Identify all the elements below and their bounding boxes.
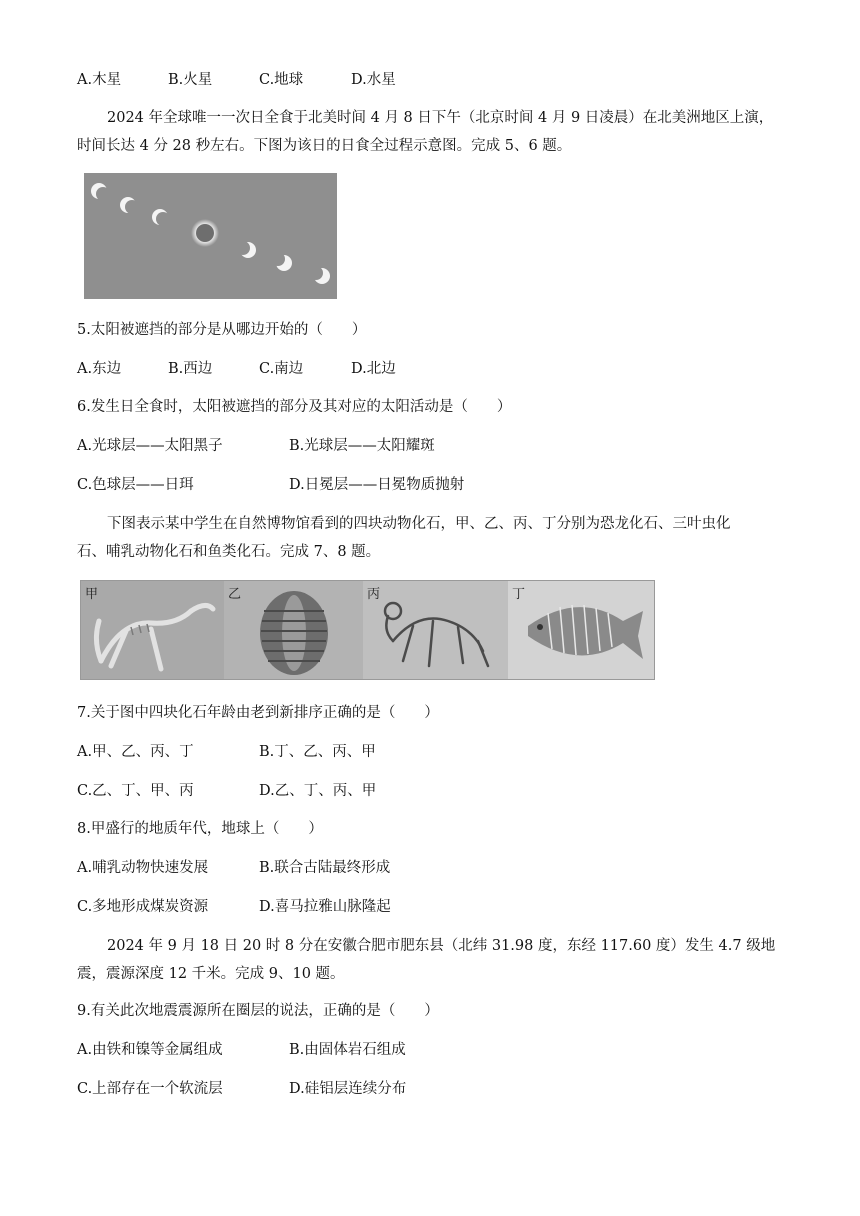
q8-option-d: D.喜马拉雅山脉隆起 (259, 899, 391, 915)
passage-1-line-1: 2024 年全球唯一一次日全食于北美时间 4 月 8 日下午（北京时间 4 月 9 日凌晨）在北美洲地区上演， (107, 110, 774, 126)
q4-option-a: A.木星 (77, 72, 122, 88)
q9-option-d: D.硅铝层连续分布 (289, 1081, 407, 1097)
passage-3-line-2: 震，震源深度 12 千米。完成 9、10 题。 (77, 966, 345, 982)
q9-option-b: B.由固体岩石组成 (289, 1042, 406, 1058)
fossil-label-ding: 丁 (512, 587, 526, 602)
q6-stem: 6.发生日全食时，太阳被遮挡的部分及其对应的太阳活动是（ ） (77, 399, 512, 415)
fossil-panel-yi (224, 581, 363, 679)
q5-option-d: D.北边 (351, 361, 396, 377)
fossil-label-jia: 甲 (85, 587, 99, 602)
q5-option-a: A.东边 (77, 361, 122, 377)
q9-stem: 9.有关此次地震震源所在圈层的说法，正确的是（ ） (77, 1003, 439, 1019)
fossil-label-yi: 乙 (228, 587, 242, 602)
eclipse-sequence-svg (84, 173, 337, 299)
q6-option-c: C.色球层——日珥 (77, 477, 194, 493)
q8-option-c: C.多地形成煤炭资源 (77, 899, 209, 915)
eclipse-phase-6 (276, 255, 292, 271)
q7-option-a: A.甲、乙、丙、丁 (77, 744, 194, 760)
passage-2-line-1: 下图表示某中学生在自然博物馆看到的四块动物化石，甲、乙、丙、丁分别为恐龙化石、三叶虫化 (107, 516, 731, 532)
q7-option-d: D.乙、丁、丙、甲 (259, 783, 377, 799)
q4-option-b: B.火星 (168, 72, 213, 88)
q8-option-a: A.哺乳动物快速发展 (77, 860, 209, 876)
eclipse-phase-3 (152, 209, 168, 225)
q6-option-d: D.日冕层——日冕物质抛射 (289, 477, 465, 493)
q9-option-c: C.上部存在一个软流层 (77, 1081, 223, 1097)
eclipse-phase-5 (240, 242, 256, 258)
eclipse-sequence-figure (84, 173, 337, 299)
mammal-fossil-icon (363, 581, 508, 679)
q4-option-d: D.水星 (351, 72, 396, 88)
q6-option-b: B.光球层——太阳耀斑 (289, 438, 435, 454)
passage-1-line-2: 时间长达 4 分 28 秒左右。下图为该日的日食全过程示意图。完成 5、6 题。 (77, 138, 572, 154)
q9-option-a: A.由铁和镍等金属组成 (77, 1042, 223, 1058)
q5-stem: 5.太阳被遮挡的部分是从哪边开始的（ ） (77, 322, 367, 338)
passage-3-line-1: 2024 年 9 月 18 日 20 时 8 分在安徽合肥市肥东县（北纬 31.98 度，东经 117.60 度）发生 4.7 级地 (107, 938, 776, 954)
q6-option-a: A.光球层——太阳黑子 (77, 438, 223, 454)
eclipse-phase-2 (120, 197, 136, 213)
dinosaur-fossil-icon (81, 581, 224, 679)
fossil-panel-jia (81, 581, 224, 679)
q4-option-c: C.地球 (259, 72, 304, 88)
q7-stem: 7.关于图中四块化石年龄由老到新排序正确的是（ ） (77, 705, 439, 721)
fossil-figure (80, 580, 655, 680)
eclipse-totality-moon (196, 224, 214, 242)
trilobite-fossil-icon (224, 581, 363, 679)
eclipse-phase-7 (314, 268, 330, 284)
q7-option-b: B.丁、乙、丙、甲 (259, 744, 376, 760)
fossil-panel-bing (363, 581, 508, 679)
passage-2-line-2: 石、哺乳动物化石和鱼类化石。完成 7、8 题。 (77, 544, 381, 560)
q8-stem: 8.甲盛行的地质年代，地球上（ ） (77, 821, 323, 837)
q8-option-b: B.联合古陆最终形成 (259, 860, 391, 876)
q5-option-b: B.西边 (168, 361, 213, 377)
fossil-label-bing: 丙 (367, 587, 381, 602)
eclipse-phase-1 (91, 183, 107, 199)
fish-fossil-icon (508, 581, 654, 679)
q5-option-c: C.南边 (259, 361, 304, 377)
fossil-panel-ding (508, 581, 654, 679)
q7-option-c: C.乙、丁、甲、丙 (77, 783, 194, 799)
